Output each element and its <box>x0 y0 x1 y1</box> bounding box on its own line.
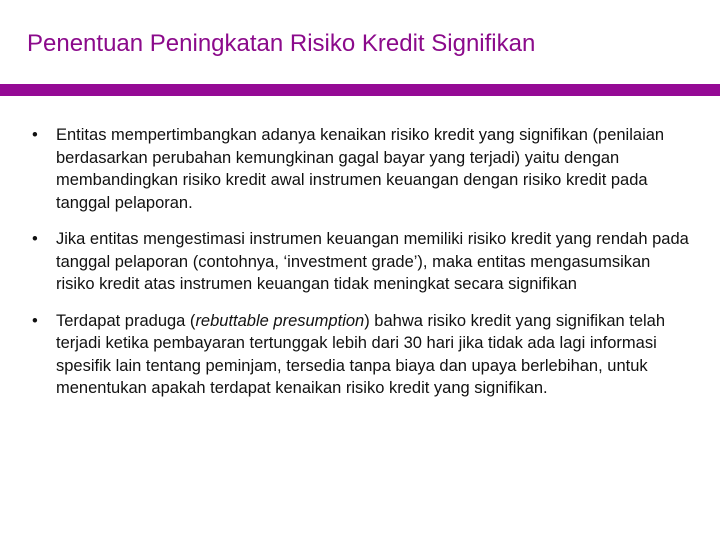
bullet-text <box>56 312 665 398</box>
bullet-text: Jika entitas mengestimasi instrumen keuangan memiliki risiko kredit yang rendah pada tanggal pelaporan (contohnya, ‘investment grade’), maka entitas mengasumsikan risiko kredit atas instrumen keuangan tidak meningkat secara signifikan <box>56 230 689 293</box>
bullet-text-lead: Terdapat praduga ( <box>56 311 196 330</box>
bullet-item-1 <box>32 124 692 214</box>
bullet-text-italic-term: rebuttable presumption <box>195 311 365 330</box>
bullet-item-2 <box>32 228 692 296</box>
bullet-marker: • <box>32 230 38 248</box>
bullet-text-rest: ) bahwa risiko kredit yang signifikan telah terjadi ketika pembayaran tertunggak lebih dari 30 hari jika tidak ada lagi informasi spesifik lain tentang peminjam, tersedia tanpa biaya dan upaya berlebihan, untuk menentukan apakah terdapat kenaikan risiko kredit yang signifikan. <box>56 311 666 397</box>
bullet-item-3 <box>32 310 692 400</box>
slide-title: Penentuan Peningkatan Risiko Kredit Signifikan <box>27 30 536 57</box>
bullet-list <box>32 124 692 414</box>
bullet-marker: • <box>32 126 38 144</box>
title-divider-bar <box>0 84 720 96</box>
bullet-text: Entitas mempertimbangkan adanya kenaikan risiko kredit yang signifikan (penilaian berdasarkan perubahan kemungkinan gagal bayar yang terjadi) yaitu dengan membandingkan risiko kredit awal instrumen keuangan dengan risiko kredit pada tanggal pelaporan. <box>56 126 665 212</box>
bullet-marker: • <box>32 311 38 330</box>
